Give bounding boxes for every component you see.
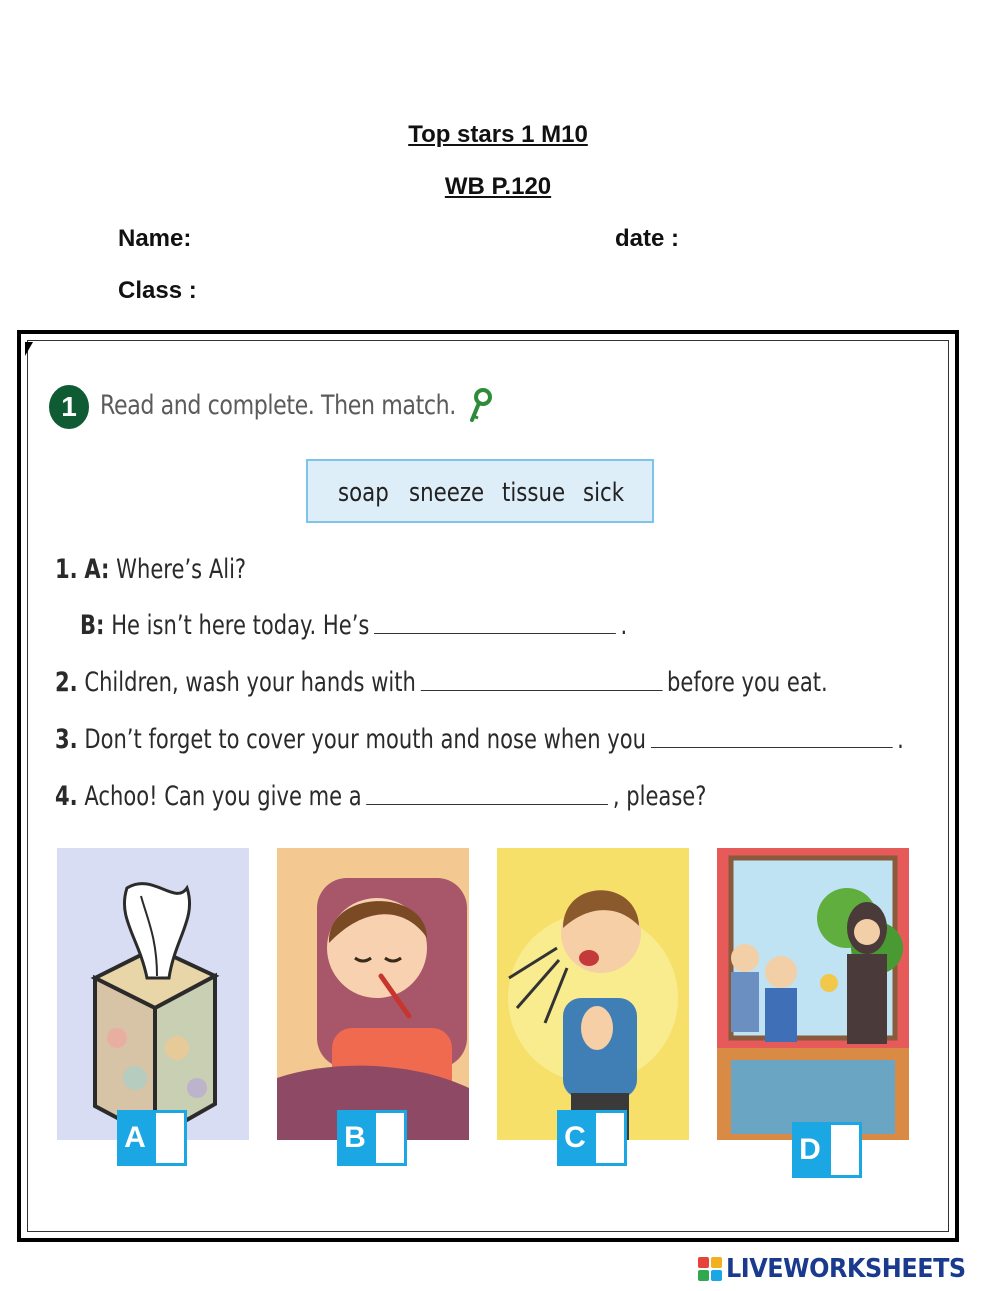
match-box-d xyxy=(792,1122,862,1178)
match-box-a xyxy=(117,1110,187,1166)
name-label: Name: xyxy=(118,225,192,252)
word-bank-item: sick xyxy=(583,478,625,508)
question-text: Children, wash your hands with xyxy=(84,667,416,698)
match-answer-c[interactable] xyxy=(593,1110,627,1166)
question-1b xyxy=(80,610,627,641)
picture-d-washing-hands xyxy=(717,848,909,1140)
corner-mark xyxy=(25,342,33,356)
picture-c-sneezing-boy xyxy=(497,848,689,1140)
match-answer-b[interactable] xyxy=(373,1110,407,1166)
question-text-end: before you eat. xyxy=(667,667,828,698)
match-answer-d[interactable] xyxy=(828,1122,862,1178)
sick-boy-illustration xyxy=(277,848,469,1140)
answer-blank-3[interactable] xyxy=(651,726,893,748)
worksheet-subtitle: WB P.120 xyxy=(444,173,552,200)
question-text-end: . xyxy=(620,610,628,641)
question-3 xyxy=(55,724,904,755)
match-box-b xyxy=(337,1110,407,1166)
sneezing-boy-illustration xyxy=(497,848,689,1140)
answer-blank-2[interactable] xyxy=(421,669,663,691)
worksheet-title: Top stars 1 M10 xyxy=(408,121,588,148)
question-2 xyxy=(55,667,828,698)
question-4 xyxy=(55,781,706,812)
word-bank-item: tissue xyxy=(502,478,566,508)
brand-name: LIVEWORKSHEETS xyxy=(726,1254,966,1284)
word-bank-item: sneeze xyxy=(409,478,485,508)
tissue-box-illustration xyxy=(57,848,249,1140)
picture-a-tissue-box xyxy=(57,848,249,1140)
liveworksheets-logo-icon xyxy=(698,1257,722,1281)
exercise-instruction: Read and complete. Then match. xyxy=(100,390,456,421)
question-number: 4. xyxy=(55,781,78,812)
speaker-label: A: xyxy=(84,554,110,585)
liveworksheets-brand xyxy=(698,1252,987,1286)
question-text: Achoo! Can you give me a xyxy=(84,781,362,812)
question-text: Where’s Ali? xyxy=(116,554,247,585)
question-number: 3. xyxy=(55,724,78,755)
speaker-label: B: xyxy=(80,610,105,641)
match-box-c xyxy=(557,1110,627,1166)
answer-blank-4[interactable] xyxy=(366,783,608,805)
washing-hands-illustration xyxy=(717,848,909,1140)
match-label-d: D xyxy=(792,1122,828,1178)
picture-b-sick-boy xyxy=(277,848,469,1140)
match-label-b: B xyxy=(337,1110,373,1166)
key-icon xyxy=(466,386,494,426)
class-label: Class : xyxy=(118,277,197,304)
question-1a xyxy=(55,554,246,585)
match-label-c: C xyxy=(557,1110,593,1166)
answer-blank-1[interactable] xyxy=(374,612,616,634)
match-label-a: A xyxy=(117,1110,153,1166)
question-text: Don’t forget to cover your mouth and nose when you xyxy=(84,724,646,755)
match-answer-a[interactable] xyxy=(153,1110,187,1166)
question-text-end: . xyxy=(897,724,904,755)
question-text: He isn’t here today. He’s xyxy=(111,610,370,641)
question-number: 2. xyxy=(55,667,78,698)
exercise-number: 1 xyxy=(49,385,89,429)
word-bank-item: soap xyxy=(338,478,389,508)
question-text-end: , please? xyxy=(612,781,707,812)
question-number: 1. xyxy=(55,554,78,585)
date-label: date : xyxy=(615,225,680,252)
